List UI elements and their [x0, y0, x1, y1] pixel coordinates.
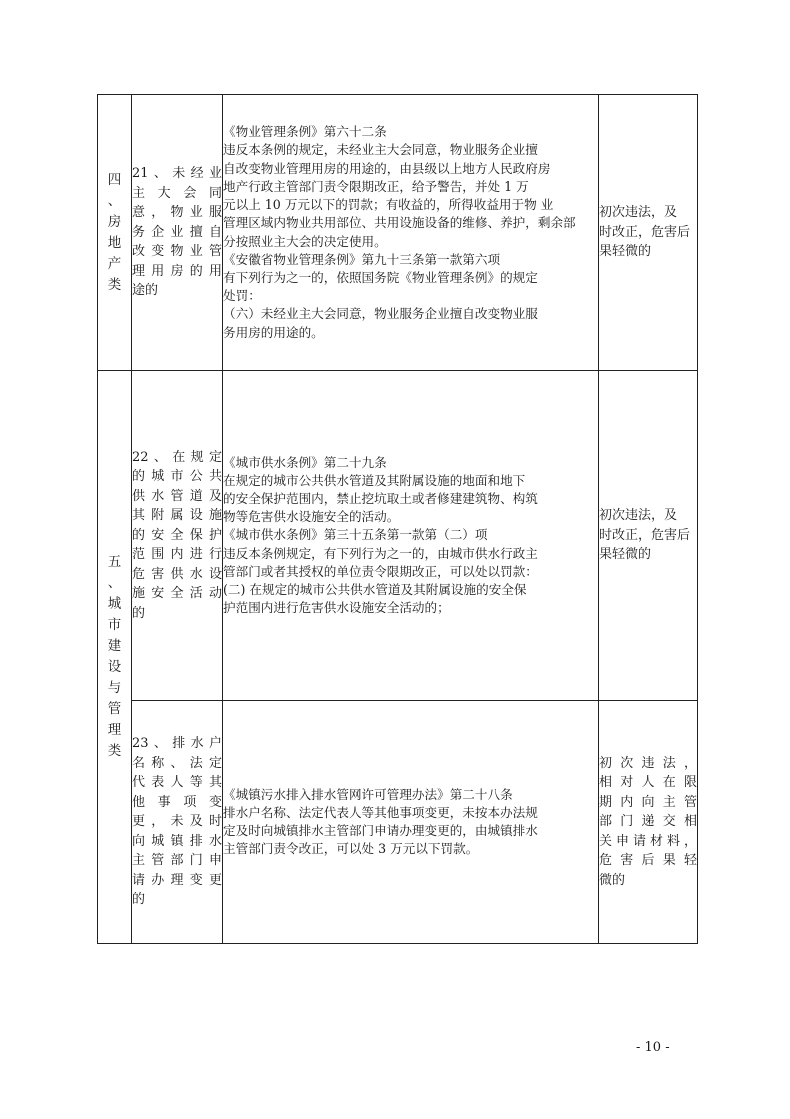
category-char: 四 [107, 171, 122, 188]
text-line: 果轻微的 [599, 244, 652, 260]
text-line: 他事项变 [132, 794, 222, 810]
text-line: 供水管道及 [132, 488, 222, 504]
category-char: 、 [107, 575, 122, 591]
text-line: 《城市供水条例》第三十五条第一款第（二）项 [223, 527, 488, 543]
category-char: 类 [107, 743, 122, 759]
text-line: 施安全活动 [132, 586, 222, 602]
text-line: 务企业擅自 [132, 224, 222, 240]
text-line: 期内向主管 [599, 794, 697, 810]
text-line: 微的 [599, 872, 626, 888]
text-line: 主大会同 [132, 185, 222, 201]
category-char: 五 [107, 554, 122, 570]
category-char: 房 [107, 213, 122, 230]
legal-basis-cell [223, 701, 599, 944]
text-line: 《城镇污水排入排水管网许可管理办法》第二十八条 [223, 786, 513, 802]
text-line: 排水户名称、法定代表人等其他事项变更，未按本办法规 [223, 804, 538, 820]
text-line: 范围内进行 [132, 547, 222, 563]
item-cell [132, 371, 223, 701]
text-line: 危害供水设 [132, 566, 222, 582]
condition-cell [599, 371, 698, 701]
text-line: 护范围内进行危害供水设施安全活动的； [223, 600, 450, 616]
text-line: (二) 在规定的城市公共供水管道及其附属设施的安全保 [223, 582, 527, 597]
text-line: 《城市供水条例》第二十九条 [223, 454, 387, 470]
text-line: 《安徽省物业管理条例》第九十三条第一款第六项 [223, 251, 501, 267]
text-line: 元以上 10 万元以下的罚款；有收益的，所得收益用于物 业 [223, 197, 554, 213]
text-line: 初次违法，及 [599, 205, 678, 221]
table-row [98, 95, 698, 371]
text-line: 果轻微的 [599, 547, 652, 563]
category-char: 产 [107, 255, 122, 272]
text-line: 主管部门责令改正，可以处 3 万元以下罚款。 [223, 841, 479, 857]
text-line: 途的 [132, 283, 159, 299]
text-line: 分按照业主大会的决定使用。 [223, 233, 387, 249]
category-char: 设 [107, 659, 122, 675]
text-line: 向城镇排水 [132, 833, 222, 849]
category-char: 地 [107, 234, 122, 251]
text-line: 定及时向城镇排水主管部门申请办理变更的，由城镇排水 [223, 823, 538, 838]
condition-cell [599, 701, 698, 944]
category-label [98, 552, 131, 762]
category-char: 、 [107, 192, 122, 209]
category-char: 与 [107, 680, 122, 696]
text-line: 的 [132, 892, 146, 908]
category-label [98, 170, 131, 296]
text-line: 有下列行为之一的，依照国务院《物业管理条例》的规定 [223, 269, 538, 285]
text-line: 意，物业服 [132, 205, 222, 221]
text-line: 的安全保护 [132, 527, 222, 543]
text-line: 违反本条例的规定，未经业主大会同意，物业服务企业擅 [223, 142, 538, 158]
text-line: 更，未及时 [132, 814, 222, 830]
category-char: 类 [107, 276, 122, 293]
text-line: 其附属设施 [132, 508, 222, 524]
text-line: 在规定的城市公共供水管道及其附属设施的地面和地下 [223, 472, 526, 488]
text-line: 违反本条例规定，有下列行为之一的，由城市供水行政主 [223, 545, 538, 561]
text-line: 部门递交相 [599, 814, 697, 830]
page-number: - 10 - [636, 1040, 670, 1055]
text-line: 改变物业管 [132, 244, 222, 260]
text-line: 初次违法，及 [599, 508, 678, 524]
category-char: 建 [107, 638, 122, 654]
text-line: 21、未经业 [132, 166, 222, 182]
category-char: 城 [107, 596, 122, 612]
legal-basis-cell [223, 371, 599, 701]
text-line: 自改变物业管理用房的用途的，由县级以上地方人民政府房 [223, 160, 551, 176]
text-line: 危害后果轻 [599, 853, 697, 869]
text-line: 请办理变更 [132, 872, 222, 888]
text-line: 的城市公共 [132, 469, 222, 485]
text-line: 管理区域内物业共用部位、共用设施设备的维修、养护，剩余部 [223, 215, 576, 231]
category-char: 管 [107, 701, 122, 717]
text-line: 时改正，危害后 [599, 224, 691, 240]
text-line: 的安全保护范围内，禁止挖坑取土或者修建建筑物、构筑 [223, 490, 538, 506]
document-table [97, 94, 698, 944]
category-char: 理 [107, 722, 122, 738]
text-line: 务用房的用途的。 [223, 324, 324, 340]
item-cell [132, 701, 223, 944]
table-row [98, 371, 698, 701]
condition-cell [599, 95, 698, 371]
item-cell [132, 95, 223, 371]
table-row [98, 701, 698, 944]
text-line: 22、在规定 [132, 449, 222, 465]
text-line: 关申请材料， [599, 833, 697, 849]
text-line: 的 [132, 605, 146, 621]
text-line: 管部门或者其授权的单位责令限期改正，可以处以罚款： [223, 563, 538, 579]
text-line: 理用房的用 [132, 263, 222, 279]
text-line: 地产行政主管部门责令限期改正，给予警告，并处 1 万 [223, 178, 529, 194]
text-line: 时改正，危害后 [599, 527, 691, 543]
text-line: 主管部门申 [132, 853, 222, 869]
text-line: 相对人在限 [599, 775, 697, 791]
text-line: （六）未经业主大会同意，物业服务企业擅自改变物业服 [223, 306, 538, 322]
text-line: 名称、法定 [132, 755, 222, 771]
legal-basis-cell [223, 95, 599, 371]
text-line: 物等危害供水设施安全的活动。 [223, 509, 400, 525]
category-char: 市 [107, 617, 122, 633]
text-line: 23、排水户 [132, 736, 222, 752]
text-line: 《物业管理条例》第六十二条 [223, 124, 387, 140]
text-line: 处罚： [223, 288, 261, 304]
category-cell [98, 95, 132, 371]
text-line: 代表人等其 [132, 775, 222, 791]
text-line: 初次违法， [599, 755, 697, 771]
category-cell [98, 371, 132, 944]
